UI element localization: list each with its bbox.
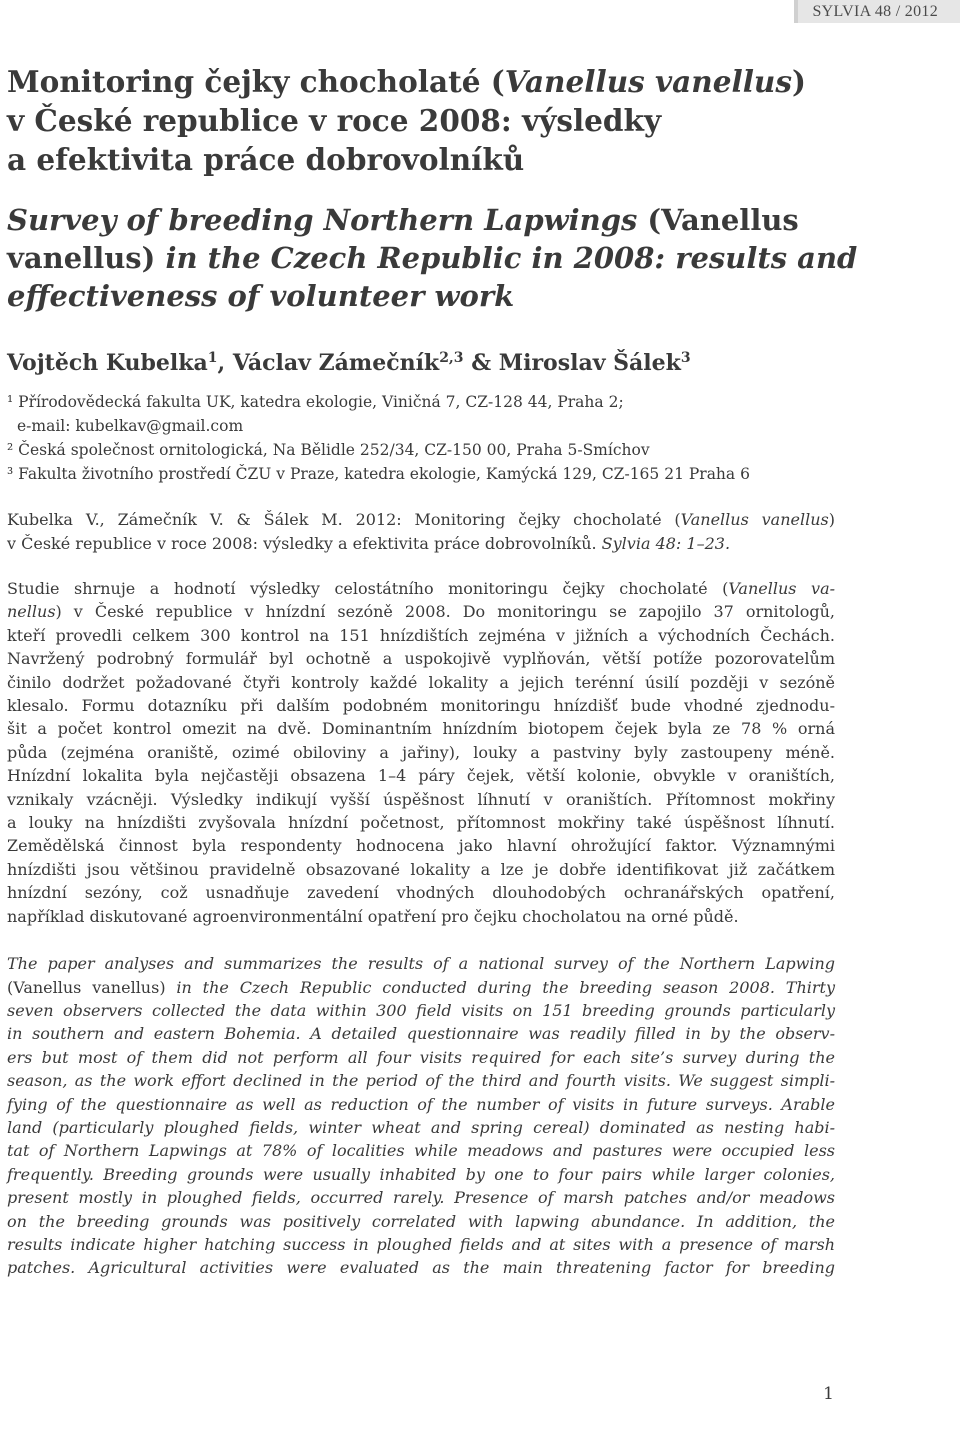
abstract-czech: Studie shrnuje a hodnotí výsledky celostátního monitoringu čejky chocholaté (Vanellus va- nellus) v České republice v hnízdní sezóně 2008. Do monitoringu se zapojilo 37 ornitologů, kteří provedli celkem 300 kontrol na 151 hnízdištích zejména v jižních a východních Čechách. Navržený podrobný formulář byl ochotně a uspokojivě vyplňován, větší potíže pozorovatelům činilo dodržet požadované čtyři kontroly každé lokality a jejich terénní úsilí později v sezóně klesalo. Formu dotazníku při dalším podobném monitoringu hnízdišť bude vhodné zjednodu- šit a počet kontrol omezit na dvě. Dominantním hnízdním biotopem čejek byla ze 78 % orná půda (zejména oraniště, ozimé obiloviny a jařiny), louky a pastviny byly zastoupeny méně. Hnízdní lokalita byla nejčastěji obsazena 1–4 páry čejek, větší kolonie, obvykle v oraništích, vznikaly vzácněji. Výsledky indikují vyšší úspěšnost líhnutí v oraništích. Přítomnost mokřiny a louky na hnízdišti zvyšovala hnízdní početnost, přítomnost mokřiny také úspěšnost líhnutí. Zemědělská činnost byla respondenty hodnocena jako hlavní ohrožující faktor. Významnými hnízdišti jsou většinou pravidelně obsazované lokality a lze je dobře identifikovat již začátkem hnízdní sezóny, což usnadňuje zavedení vhodných dlouhodobých ochranářských opatření, například diskutované agroenvironmentální opatření pro čejku chocholatou na orné půdě. — [7, 579, 836, 926]
affiliation-line: ¹ Přírodovědecká fakulta UK, katedra ekologie, Viničná 7, CZ-128 44, Praha 2; — [7, 393, 624, 411]
author-name: Vojtěch Kubelka — [7, 350, 208, 376]
email-line: e-mail: kubelkav@gmail.com — [17, 417, 244, 435]
affiliation-line: ³ Fakulta životního prostředí ČZU v Praze, katedra ekologie, Kamýcká 129, CZ-165 21 Praha 6 — [7, 465, 750, 483]
citation: Kubelka V., Zámečník V. & Šálek M. 2012: Monitoring čejky chocholaté (Vanellus vanellus) v České republice v roce 2008: výsledky a efektivita práce dobrovolníků. Sylvia 48: 1–23. — [7, 510, 835, 553]
author-list: Vojtěch Kubelka$^1$, Václav Zámečník$^{2,3}$ & Miroslav Šálek$^3$ — [7, 350, 691, 376]
title-english: Survey of breeding Northern Lapwings (Vanellus vanellus) in the Czech Republic in 2008: results and effectiveness of volunteer work — [7, 203, 858, 313]
affiliations — [7, 390, 835, 486]
author-name: Václav Zámečník — [232, 350, 440, 376]
title-czech: Monitoring čejky chocholaté (Vanellus vanellus) v České republice v roce 2008: výsledky a efektivita práce dobrovolníků — [7, 64, 806, 177]
journal-header-tag: SYLVIA 48 / 2012 — [798, 0, 960, 23]
page-number: 1 — [823, 1384, 834, 1404]
affiliation-line: ² Česká společnost ornitologická, Na Bělidle 252/34, CZ-150 00, Praha 5-Smíchov — [7, 441, 650, 459]
author-name: Miroslav Šálek — [498, 350, 681, 376]
abstract-english: The paper analyses and summarizes the results of a national survey of the Northern Lapwing (Vanellus vanellus) in the Czech Republic conducted during the breeding season 2008. Thirty seven observers collected the data within 300 field visits on 151 breeding grounds particularly in southern and eastern Bohemia. A detailed questionnaire was readily filled in by the observ- ers but most of them did not perform all four visits required for each site’s survey during the season, as the work effort declined in the period of the third and fourth visits. We suggest simpli- fying of the questionnaire as well as reduction of the number of visits in future surveys. Arable land (particularly ploughed fields, winter wheat and spring cereal) dominated as nesting habi- tat of Northern Lapwings at 78% of localities while meadows and pastures were occupied less frequently. Breeding grounds were usually inhabited by one to four pairs while larger colonies, present mostly in ploughed fields, occurred rarely. Presence of marsh patches and/or meadows on the breeding grounds was positively correlated with lapwing abundance. In addition, the results indicate higher hatching success in ploughed fields and at sites with a presence of marsh patches. Agricultural activities were evaluated as the main threatening factor for breeding — [7, 954, 836, 1278]
article-page — [7, 62, 858, 1280]
